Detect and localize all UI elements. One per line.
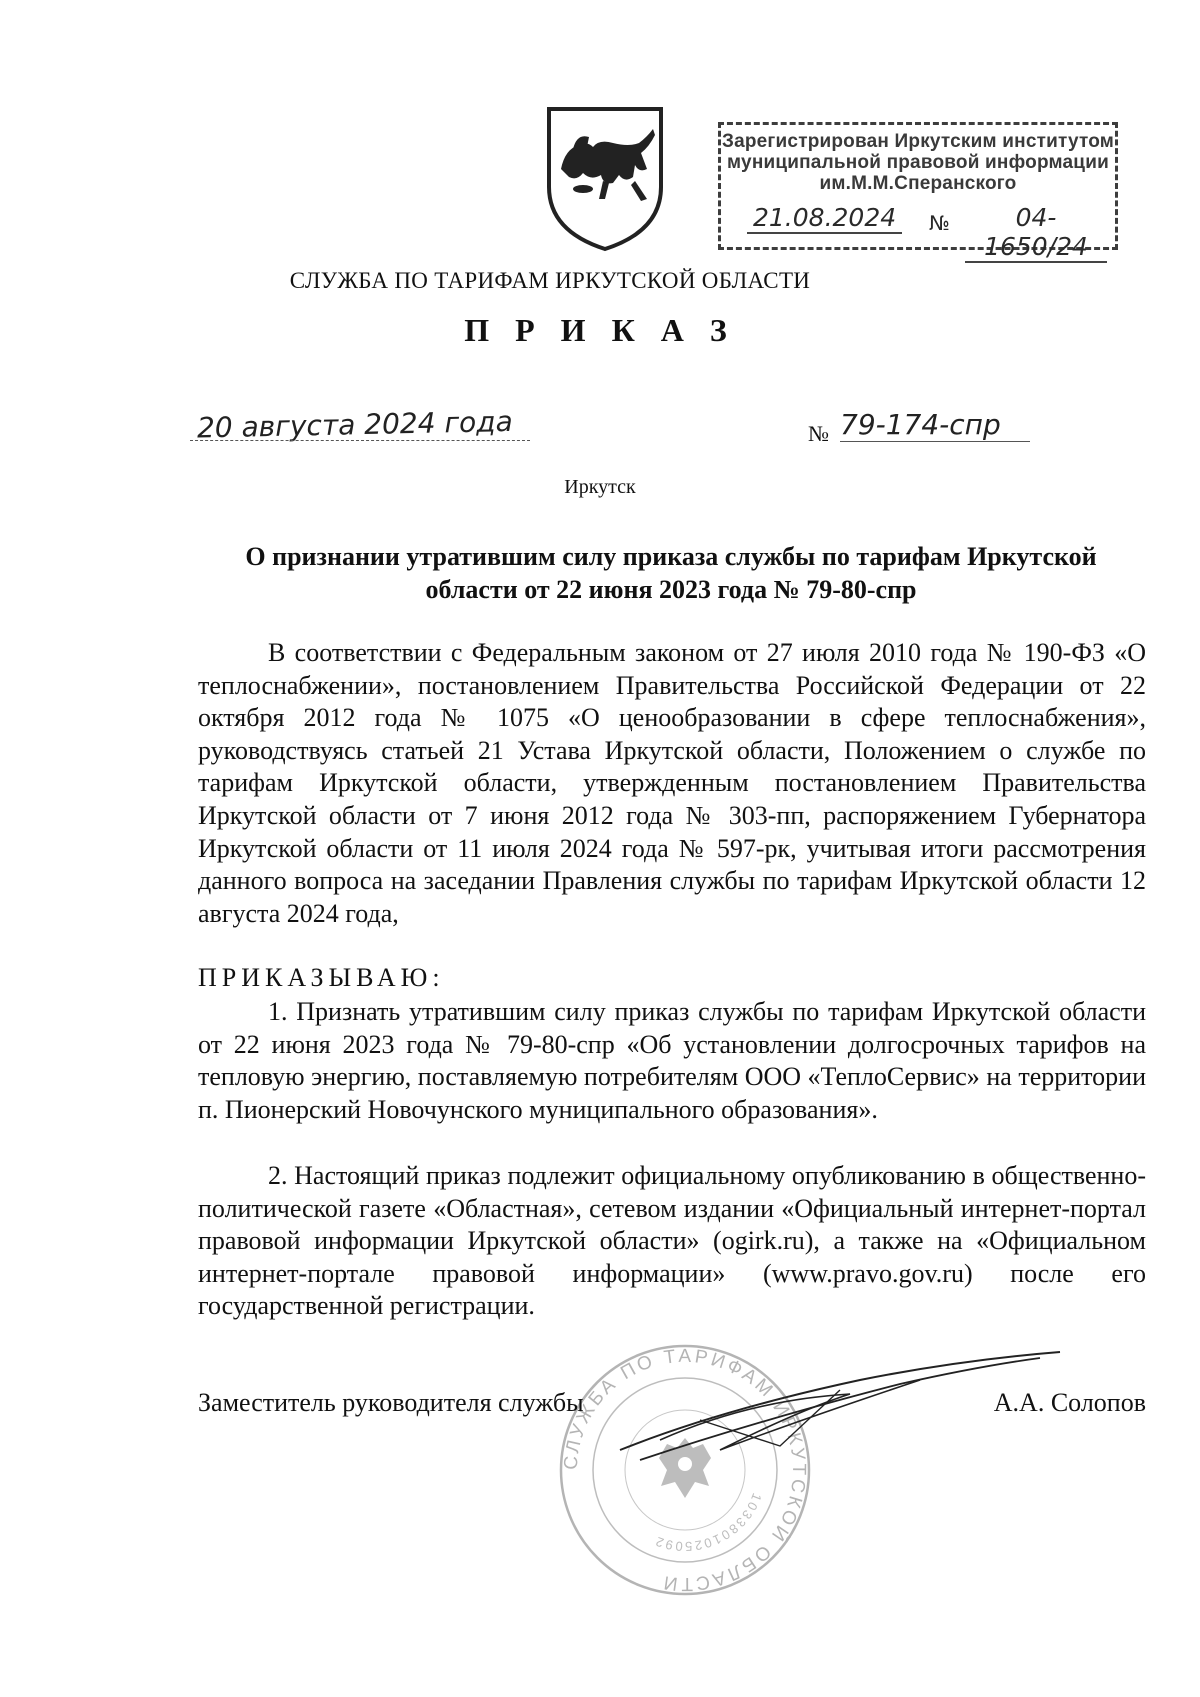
- registration-stamp-line: им.М.М.Сперанского: [819, 173, 1017, 194]
- registration-handwritten-entry: [737, 203, 1107, 261]
- seal-outer-text: СЛУЖБА ПО ТАРИФАМ ИРКУТСКОЙ ОБЛАСТИ: [560, 1345, 810, 1595]
- order-city: Иркутск: [564, 476, 636, 498]
- preamble-paragraph: В соответствии с Федеральным законом от 27 июля 2010 года № 190-ФЗ «О теплоснабжении», постановлением Правительства Российской Федерации от 22 октября 2012 года № 1075 «О ценообразовании в сфере теплоснабжения», руководствуясь статьей 21 Устава Иркутской области, Положением о службе по тарифам Иркутской области, утвержденным постановлением Правительства Иркутской области от 7 июня 2012 года № 303-пп, распоряжением Губернатора Иркутской области от 11 июля 2024 года № 597-рк, учитывая итоги рассмотрения данного вопроса на заседании Правления службы по тарифам Иркутской области 12 августа 2024 года,: [198, 638, 1146, 928]
- registration-number: 04-1650/24: [965, 203, 1107, 263]
- order-date-underline: [190, 440, 530, 441]
- document-type-heading: П Р И К А З: [464, 312, 736, 348]
- registration-stamp-line: Зарегистрирован Иркутским институтом: [721, 131, 1115, 152]
- registration-number-label: №: [929, 211, 950, 235]
- signer-name: А.А. Солопов: [993, 1388, 1146, 1417]
- svg-text:1033801025092: [652, 1491, 765, 1554]
- order-item-2: 2. Настоящий приказ подлежит официальному опубликованию в общественно-политической газете «Областная», сетевом издании «Официальный интернет-портал правовой информации Иркутской области» (ogirk.ru), а также на «Официальном интернет-портале правовой информации» (www.pravo.gov.ru) после его государственной регистрации.: [198, 1161, 1146, 1321]
- registration-date: 21.08.2024: [747, 203, 902, 234]
- seal-code: 1033801025092: [651, 1491, 765, 1555]
- registration-stamp-line: муниципальной правовой информации: [727, 152, 1109, 173]
- order-item-1: 1. Признать утратившим силу приказ службы по тарифам Иркутской области от 22 июня 2023 года № 79-80-спр «Об установлении долгосрочных тарифов на тепловую энергию, поставляемую потребителям ООО «ТеплоСервис» на территории п. Пионерский Новочунского муниципального образования».: [198, 997, 1146, 1124]
- document-title-line: О признании утратившим силу приказа службы по тарифам Иркутской: [245, 542, 1097, 571]
- directive-heading: ПРИКАЗЫВАЮ:: [198, 963, 445, 992]
- agency-name: СЛУЖБА ПО ТАРИФАМ ИРКУТСКОЙ ОБЛАСТИ: [289, 268, 811, 293]
- order-number-label: №: [808, 421, 829, 446]
- document-title: [196, 540, 1146, 606]
- signer-title: Заместитель руководителя службы: [198, 1388, 584, 1417]
- coat-of-arms-emblem: [543, 103, 667, 253]
- order-date-handwritten: 20 августа 2024 года: [196, 404, 514, 445]
- registration-stamp: [718, 122, 1118, 261]
- document-title-line: области от 22 июня 2023 года № 79-80-спр: [425, 575, 917, 604]
- handwritten-signature: [600, 1350, 1070, 1470]
- order-number-handwritten: 79-174-спр: [840, 408, 1030, 442]
